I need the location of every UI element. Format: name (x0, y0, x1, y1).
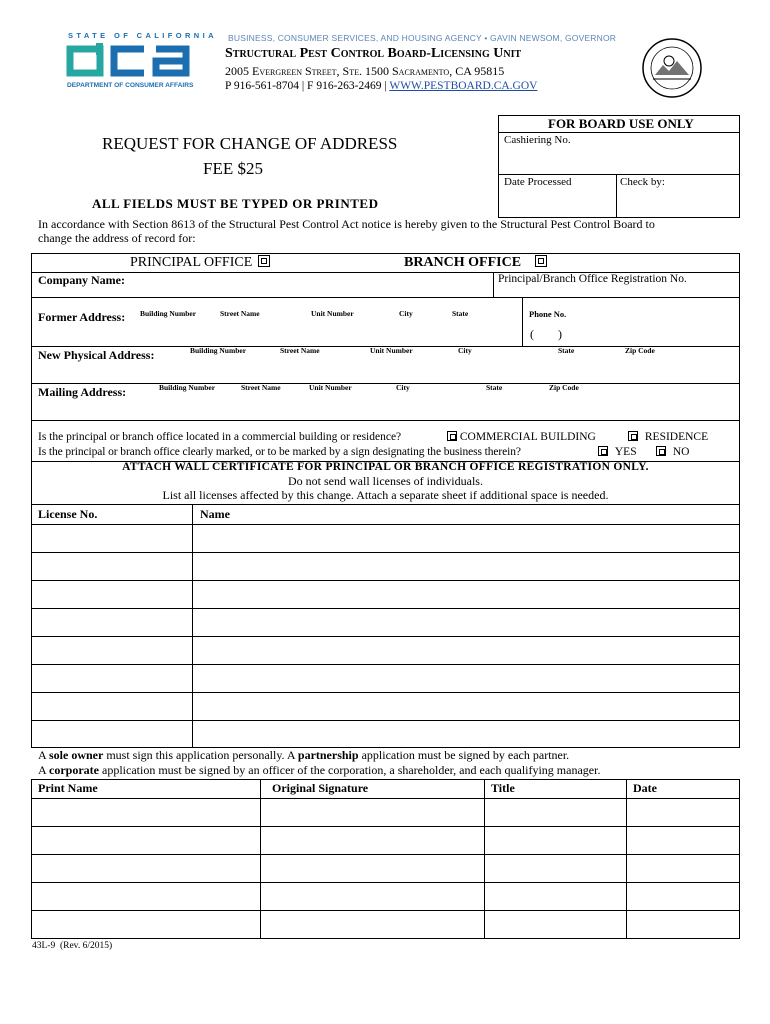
date-processed-label: Date Processed (504, 176, 572, 188)
license-row[interactable] (32, 693, 739, 719)
signature-row[interactable] (32, 883, 739, 909)
print-name-header: Print Name (38, 781, 98, 795)
no-label: NO (672, 446, 690, 458)
mailing-street-label: Street Name (241, 383, 281, 392)
mailing-building-label: Building Number (159, 383, 216, 392)
note-text: application must be signed by an officer of the corporation, a shareholder, and each qualifying manager. (99, 763, 601, 777)
physical-city-label: City (458, 346, 472, 355)
former-building-label: Building Number (140, 309, 197, 318)
original-signature-header: Original Signature (272, 781, 369, 795)
sign-question: Is the principal or branch office clearly marked, or to be marked by a sign designating the business therein? (38, 446, 521, 458)
note-text: A (38, 763, 50, 777)
logo-department-text: DEPARTMENT OF CONSUMER AFFAIRS (67, 82, 194, 89)
yes-label: YES (614, 446, 637, 458)
form-fee: FEE $25 (203, 159, 263, 178)
note-text: must sign this application personally. A (103, 748, 298, 762)
former-unit-label: Unit Number (311, 309, 354, 318)
physical-street-label: Street Name (280, 346, 320, 355)
former-address-field[interactable] (32, 320, 520, 344)
residence-checkbox[interactable] (628, 431, 638, 441)
board-address: 2005 Evergreen Street, Ste. 1500 Sacramento, CA 95815 (225, 64, 505, 78)
license-row[interactable] (32, 525, 739, 551)
mailing-zip-label: Zip Code (549, 383, 579, 392)
former-city-label: City (399, 309, 413, 318)
title-header: Title (491, 781, 515, 795)
signature-row[interactable] (32, 799, 739, 825)
registration-number-label: Principal/Branch Office Registration No. (498, 273, 687, 285)
license-row[interactable] (32, 581, 739, 607)
intro-line-1: In accordance with Section 8613 of the Structural Pest Control Act notice is hereby given to the Structural Pest Control Board to (38, 217, 655, 231)
commercial-checkbox[interactable] (447, 431, 457, 441)
company-name-field[interactable] (32, 287, 492, 297)
principal-office-checkbox[interactable] (258, 255, 270, 267)
dca-letters-icon (66, 43, 208, 77)
license-row[interactable] (32, 553, 739, 579)
board-name: Structural Pest Control Board-Licensing Unit (225, 46, 522, 61)
new-physical-address-field[interactable] (32, 360, 738, 382)
no-option[interactable] (656, 446, 690, 458)
license-row[interactable] (32, 665, 739, 691)
yes-checkbox[interactable] (598, 446, 608, 456)
state-seal-icon (641, 37, 703, 99)
no-wall-licenses-notice: Do not send wall licenses of individuals. (288, 474, 483, 488)
building-type-question: Is the principal or branch office located in a commercial building or residence? (38, 431, 402, 443)
former-phone-label: Phone No. (529, 309, 567, 319)
note-text: application must be signed by each partner. (358, 748, 570, 762)
commercial-label: COMMERCIAL BUILDING (459, 431, 596, 443)
branch-office-label: BRANCH OFFICE (404, 255, 522, 270)
yes-option[interactable] (598, 446, 637, 458)
license-number-header: License No. (38, 507, 98, 521)
license-row[interactable] (32, 721, 739, 747)
board-use-heading: FOR BOARD USE ONLY (548, 116, 694, 131)
former-address-label: Former Address: (38, 310, 126, 324)
physical-zip-label: Zip Code (625, 346, 655, 355)
mailing-address-label: Mailing Address: (38, 385, 127, 399)
branch-office-checkbox[interactable] (535, 255, 547, 267)
form-id: 43L-9 (Rev. 6/2015) (32, 941, 113, 951)
former-street-label: Street Name (220, 309, 260, 318)
agency-line: BUSINESS, CONSUMER SERVICES, AND HOUSING AGENCY • GAVIN NEWSOM, GOVERNOR (228, 33, 617, 43)
corporate-term: corporate (49, 763, 99, 777)
commercial-option[interactable] (447, 431, 596, 443)
dca-logo (62, 30, 217, 96)
mailing-address-field[interactable] (32, 397, 738, 419)
no-checkbox[interactable] (656, 446, 666, 456)
board-phones (225, 80, 537, 92)
check-by-label: Check by: (620, 176, 665, 188)
principal-office-option[interactable] (130, 255, 270, 271)
list-licenses-notice: List all licenses affected by this change. Attach a separate sheet if additional space is needed. (162, 488, 609, 502)
company-name-label: Company Name: (38, 273, 125, 287)
new-physical-address-label: New Physical Address: (38, 348, 155, 362)
attach-certificate-notice: ATTACH WALL CERTIFICATE FOR PRINCIPAL OR BRANCH OFFICE REGISTRATION ONLY. (122, 461, 649, 473)
mailing-state-label: State (486, 383, 503, 392)
former-phone-parens: ( ) (530, 327, 562, 341)
logo-state-text: STATE OF CALIFORNIA (68, 31, 217, 40)
physical-building-label: Building Number (190, 346, 247, 355)
note-text: A (38, 748, 50, 762)
residence-label: RESIDENCE (644, 431, 709, 443)
license-name-header: Name (200, 507, 230, 521)
physical-unit-label: Unit Number (370, 346, 413, 355)
partnership-term: partnership (297, 748, 359, 762)
typed-instruction: ALL FIELDS MUST BE TYPED OR PRINTED (92, 196, 379, 211)
former-state-label: State (452, 309, 469, 318)
mailing-unit-label: Unit Number (309, 383, 352, 392)
branch-office-option[interactable] (404, 255, 547, 271)
principal-office-label: PRINCIPAL OFFICE (130, 255, 253, 270)
mailing-city-label: City (396, 383, 410, 392)
physical-state-label: State (558, 346, 575, 355)
intro-line-2: change the address of record for: (38, 231, 196, 245)
date-header: Date (633, 781, 657, 795)
license-row[interactable] (32, 637, 739, 663)
form-title: REQUEST FOR CHANGE OF ADDRESS (102, 134, 398, 153)
residence-option[interactable] (628, 431, 708, 443)
sole-owner-term: sole owner (49, 748, 104, 762)
signature-row[interactable] (32, 855, 739, 881)
signature-row[interactable] (32, 911, 739, 938)
signature-row[interactable] (32, 827, 739, 853)
website-link[interactable]: WWW.PESTBOARD.CA.GOV (389, 80, 538, 92)
sole-partnership-note (38, 748, 569, 763)
cashiering-label: Cashiering No. (504, 134, 571, 146)
corporate-note (38, 763, 600, 778)
phone-fax-text: P 916-561-8704 | F 916-263-2469 | (225, 80, 390, 92)
license-row[interactable] (32, 609, 739, 635)
